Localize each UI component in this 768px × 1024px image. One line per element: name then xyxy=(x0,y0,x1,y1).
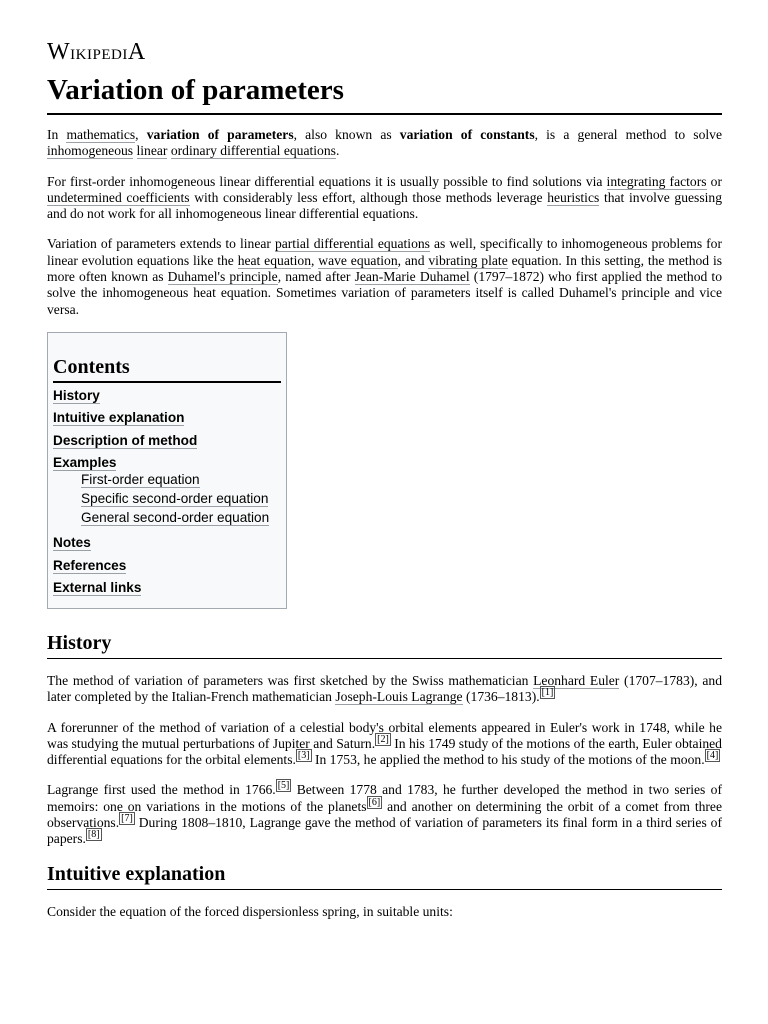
citation-ref-2[interactable]: [2] xyxy=(377,733,389,745)
toc-item-external-links xyxy=(53,579,281,596)
citation-ref-8[interactable]: [8] xyxy=(87,829,100,841)
history-paragraph-3: Lagrange first used the method in 1766. [5] Between 1778 and 1783, he further developed the method in two series of memoirs: one on variations in the motions of the planets [6] and another on determining the orbit of a comet from three observations. [7] During 1808–1810, Lagrange gave the method of variation of parameters its final form in a third series of papers. [8] xyxy=(47,780,723,847)
toc-link-specific-second-order-equation[interactable]: Specific second-order equation xyxy=(81,491,269,507)
citation-ref-5[interactable]: [5] xyxy=(277,780,290,792)
intro-paragraph-3: Variation of parameters extends to linear partial differential equations as well, specifically to inhomogeneous problems for linear evolution equations like the heat equation, wave equation, and vibrating plate equation. In this setting, the method is more often known as Duhamel's principle, named after Jean-Marie Duhamel (1797–1872) who first applied the method to solve the inhomogeneous heat equation. Sometimes variation of parameters itself is called Duhamel's principle and vice versa. xyxy=(47,236,723,317)
intuitive-paragraph-1: Consider the equation of the forced dispersionless spring, in suitable units: xyxy=(47,903,453,919)
toc-link-history[interactable]: History xyxy=(53,387,100,403)
link-joseph-louis-lagrange[interactable]: Joseph-Louis Lagrange xyxy=(335,689,463,705)
citation-ref-1[interactable]: [1] xyxy=(541,687,554,699)
intro-paragraph-1: In mathematics, variation of parameters, also known as variation of constants, is a general method to solve inhomogeneous linear ordinary differential equations. xyxy=(47,127,722,159)
link-mathematics[interactable]: mathematics xyxy=(66,127,136,142)
toc-subitem-general-second-order xyxy=(81,510,281,526)
link-duhamels-principle[interactable]: Duhamel's principle xyxy=(167,269,278,285)
citation-ref-4[interactable]: [4] xyxy=(706,750,719,762)
link-inhomogeneous[interactable]: inhomogeneous xyxy=(47,143,134,159)
article-body xyxy=(47,127,722,934)
toc-link-intuitive-explanation[interactable]: Intuitive explanation xyxy=(53,410,185,426)
toc-link-description-of-method[interactable]: Description of method xyxy=(53,432,198,448)
page-title: Variation of parameters xyxy=(47,70,722,115)
toc-item-intuitive-explanation xyxy=(53,409,281,426)
link-heuristics[interactable]: heuristics xyxy=(547,189,600,205)
toc-link-references[interactable]: References xyxy=(53,557,127,573)
citation-ref-6[interactable]: [6] xyxy=(368,796,381,808)
toc-link-notes[interactable]: Notes xyxy=(53,535,91,551)
link-ordinary-differential-equations[interactable]: ordinary differential equations xyxy=(170,143,336,159)
toc-item-notes xyxy=(53,534,281,551)
link-wave-equation[interactable]: wave equation xyxy=(318,252,398,268)
wordmark-body: ikipedi xyxy=(70,40,128,64)
citation-ref-3[interactable]: [3] xyxy=(297,750,310,762)
toc-subitem-specific-second-order xyxy=(81,491,281,507)
link-undetermined-coefficients[interactable]: undetermined coefficients xyxy=(47,189,190,205)
link-jean-marie-duhamel[interactable]: Jean-Marie Duhamel xyxy=(354,269,470,285)
toc-link-first-order-equation[interactable]: First-order equation xyxy=(81,472,200,488)
bold-term-variation-of-constants: variation of constants xyxy=(399,127,535,142)
link-vibrating-plate[interactable]: vibrating plate xyxy=(428,252,508,268)
intro-paragraph-2: For first-order inhomogeneous linear differential equations it is usually possible to find solutions via integrating factors or undetermined coefficients with considerably less effort, although those methods leverage heuristics that involve guessing and do not work for all inhomogeneous linear differential equations. xyxy=(47,173,723,222)
toc-link-general-second-order-equation[interactable]: General second-order equation xyxy=(81,510,270,526)
bold-term-variation-of-parameters: variation of parameters xyxy=(146,127,294,142)
wordmark-final: A xyxy=(127,39,146,65)
toc-item-description-of-method xyxy=(53,432,281,449)
toc-subitem-first-order xyxy=(81,472,281,488)
toc-title: Contents xyxy=(53,355,281,383)
section-heading-history: History xyxy=(47,631,722,659)
toc-item-references xyxy=(53,557,281,574)
link-leonhard-euler[interactable]: Leonhard Euler xyxy=(533,672,620,688)
citation-ref-7[interactable]: [7] xyxy=(121,813,133,825)
toc-item-history xyxy=(53,387,281,404)
history-paragraph-1: The method of variation of parameters was first sketched by the Swiss mathematician Leonhard Euler (1707–1783), and later completed by the Italian-French mathematician Joseph-Louis Lagrange (1736–1813). [1] xyxy=(47,672,722,705)
link-linear[interactable]: linear xyxy=(136,143,168,159)
section-heading-intuitive-explanation: Intuitive explanation xyxy=(47,862,722,890)
history-paragraph-2: A forerunner of the method of variation of a celestial body's orbital elements appeared in Euler's work in 1748, while he was studying the mutual perturbations of Jupiter and Saturn. [2] In his 1749 study of the motions of the earth, Euler obtained differential equations for the orbital elements. [3] In 1753, he applied the method to his study of the motions of the moon. [4] xyxy=(47,719,722,768)
toc-link-external-links[interactable]: External links xyxy=(53,580,142,596)
link-heat-equation[interactable]: heat equation xyxy=(237,252,311,268)
wordmark-initial: W xyxy=(47,39,71,65)
toc-list xyxy=(53,387,281,597)
toc-item-examples xyxy=(53,454,281,471)
link-partial-differential-equations[interactable]: partial differential equations xyxy=(274,236,430,252)
wikipedia-wordmark[interactable] xyxy=(47,40,146,64)
table-of-contents xyxy=(47,332,287,609)
link-integrating-factors[interactable]: integrating factors xyxy=(606,173,707,189)
toc-link-examples[interactable]: Examples xyxy=(53,455,117,471)
